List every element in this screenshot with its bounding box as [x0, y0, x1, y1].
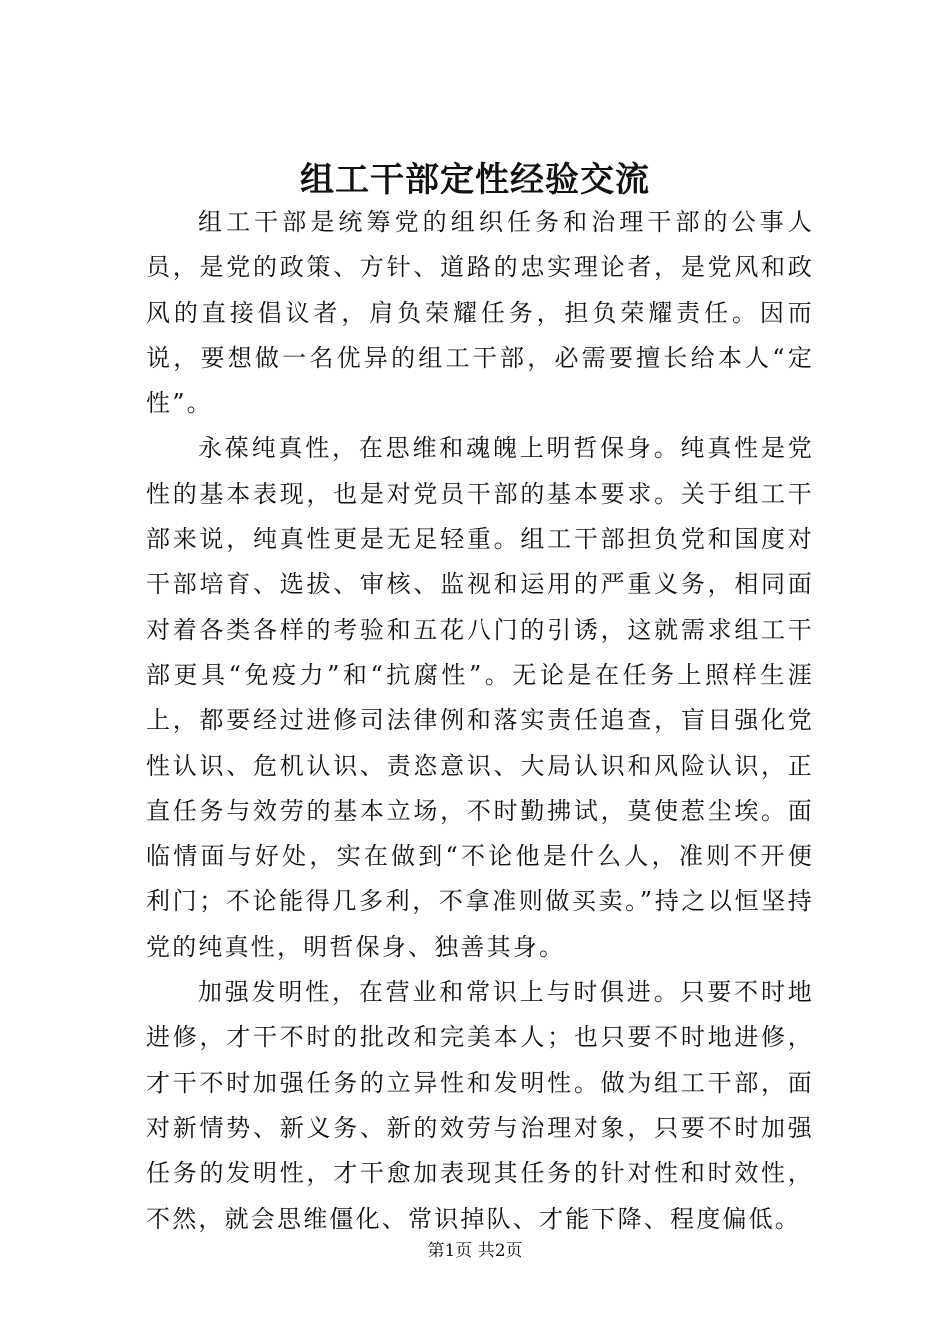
- paragraph-intro: 组工干部是统筹党的组织任务和治理干部的公事人员，是党的政策、方针、道路的忠实理论者，是党风和政风的直接倡议者，肩负荣耀任务，担负荣耀责任。因而说，要想做一名优异的组工干部，必需要擅长给本人“定性”。: [146, 208, 814, 418]
- document-body: [146, 200, 814, 1242]
- document-title: 组工干部定性经验交流: [300, 159, 650, 200]
- paragraph-creativity: 加强发明性，在营业和常识上与时俱进。只要不时地进修，才干不时的批改和完美本人；也只要不时地进修，才干不时加强任务的立异性和发明性。做为组工干部，面对新情势、新义务、新的效劳与治理对象，只要不时加强任务的发明性，才干愈加表现其任务的针对性和时效性，不然，就会思维僵化、常识掉队、才能下降、程度偏低。: [146, 978, 814, 1233]
- paragraph-purity: 永葆纯真性，在思维和魂魄上明哲保身。纯真性是党性的基本表现，也是对党员干部的基本要求。关于组工干部来说，纯真性更是无足轻重。组工干部担负党和国度对干部培育、选拔、审核、监视和运用的严重义务，相同面对着各类各样的考验和五花八门的引诱，这就需求组工干部更具“免疫力”和“抗腐性”。无论是在任务上照样生涯上，都要经过进修司法律例和落实责任追查，盲目强化党性认识、危机认识、责恣意识、大局认识和风险认识，正直任务与效劳的基本立场，不时勤拂试，莫使惹尘埃。面临情面与好处，实在做到“不论他是什么人，准则不开便利门；不论能得几多利，不拿准则做买卖。”持之以恒坚持党的纯真性，明哲保身、独善其身。: [146, 434, 814, 961]
- page-number: 第1页 共2页: [427, 1241, 523, 1261]
